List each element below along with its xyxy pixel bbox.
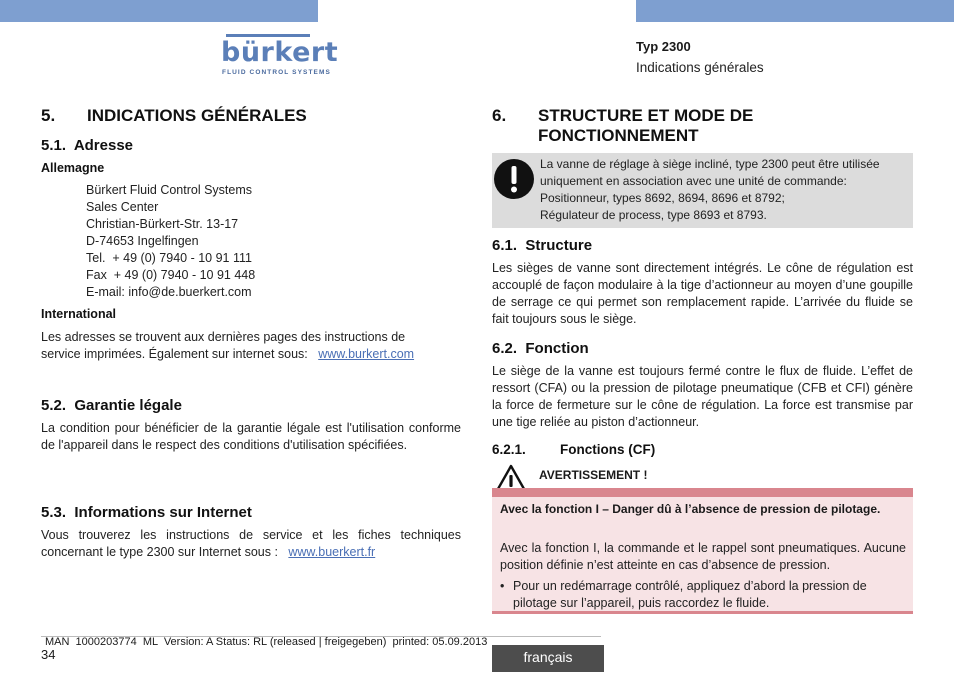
address-line: Sales Center	[86, 200, 159, 214]
address-line: Bürkert Fluid Control Systems	[86, 183, 253, 197]
warning-title: AVERTISSEMENT !	[539, 468, 648, 482]
warning-text: Avec la fonction I, la commande et le rappel sont pneumatiques. Aucune position définie n’est atteinte en cas d’absence de pression.	[500, 541, 906, 572]
exclamation-circle-icon	[493, 158, 535, 205]
doc-type: Typ 2300	[636, 39, 691, 54]
section-number: 5.2.	[41, 397, 67, 414]
notice-line: uniquement en association avec une unité de commande:	[540, 174, 847, 188]
section-number: 6.2.1.	[492, 442, 526, 457]
paragraph-line	[41, 346, 461, 363]
fonction-text: Le siège de la vanne est toujours fermé contre le flux de fluide. L’effet de ressort (CFA) ou la pression de pilotage pneumatique (CFB et CFI) génère la force de fermeture sur le cône de régulation. La force est transmise par une tige reliée au piston d’actionneur.	[492, 364, 913, 429]
paragraph-line: Les adresses se trouvent aux dernières pages des instructions de	[41, 330, 406, 344]
section-5-2-heading	[41, 397, 182, 414]
section-5-1-heading	[41, 137, 133, 154]
paragraph-text: service imprimées. Également sur internet sous:	[41, 347, 308, 361]
section-number: 6.1.	[492, 237, 518, 254]
section-title: STRUCTURE ET MODE DE	[538, 106, 754, 125]
section-number: 6.2.	[492, 340, 518, 357]
section-title: Fonctions (CF)	[560, 442, 656, 457]
paragraph-line: Vous trouverez les instructions de service et les fiches techniques	[41, 528, 461, 542]
section-number: 5.1.	[41, 137, 67, 154]
section-number: 5.	[41, 106, 56, 125]
address-line: D-74653 Ingelfingen	[86, 234, 199, 248]
section-title: Adresse	[73, 137, 134, 154]
warning-header-bar	[492, 488, 913, 497]
bullet-text: Pour un redémarrage contrôlé, appliquez d’abord la pression de pilotage sur l’appareil, puis raccordez le fluide.	[513, 579, 867, 610]
logo-text: bürkert	[221, 37, 339, 68]
page-number: 34	[41, 647, 56, 662]
notice-line: La vanne de réglage à siège incliné, type 2300 peut être utilisée	[540, 157, 880, 171]
section-6-heading	[492, 106, 913, 145]
section-title: INDICATIONS GÉNÉRALES	[87, 106, 307, 125]
section-title: Fonction	[525, 340, 589, 357]
section-title: Structure	[525, 237, 593, 254]
language-tab: français	[492, 645, 604, 672]
address-line: Tel. + 49 (0) 7940 - 10 91 111	[86, 251, 252, 265]
internet-text	[41, 527, 461, 561]
section-6-1-heading	[492, 237, 592, 254]
address-line: Christian-Bürkert-Str. 13-17	[86, 217, 239, 231]
buerkert-fr-link[interactable]: www.buerkert.fr	[288, 545, 376, 559]
notice-line: Régulateur de process, type 8693 et 8793.	[540, 208, 767, 222]
notice-text	[540, 156, 910, 224]
country-label: Allemagne	[41, 161, 105, 175]
warning-bold-text: Avec la fonction I – Danger dû à l’absence de pression de pilotage.	[500, 502, 881, 516]
paragraph-line	[41, 544, 461, 561]
doc-section: Indications générales	[636, 60, 764, 75]
international-text	[41, 329, 461, 363]
notice-line: Positionneur, types 8692, 8694, 8696 et 8792;	[540, 191, 785, 205]
address-line: Fax + 49 (0) 7940 - 10 91 448	[86, 268, 256, 282]
garantie-text: La condition pour bénéficier de la garantie légale est l'utilisation conforme de l'appareil dans le respect des conditions d'utilisation spécifiées.	[41, 421, 461, 452]
section-5-heading	[41, 106, 307, 126]
section-6-2-1-heading	[492, 442, 913, 457]
header-bar-right	[636, 0, 954, 22]
warning-bullet	[500, 578, 906, 612]
logo-subtitle: FLUID CONTROL SYSTEMS	[222, 69, 331, 76]
international-label: International	[41, 307, 117, 321]
section-5-3-heading	[41, 504, 252, 521]
burkert-website-link[interactable]: www.burkert.com	[318, 347, 415, 361]
address-block	[86, 182, 255, 301]
bullet-icon: •	[500, 579, 505, 593]
section-title: Informations sur Internet	[74, 504, 252, 521]
structure-text: Les sièges de vanne sont directement intégrés. Le cône de régulation est accouplé de façon modulaire à la tige d’actionneur au moyen d’une goupille de serrage ce qui permet son remplacement rapide. L’arrivée du fluide se fait toujours sous le siège.	[492, 261, 913, 326]
section-number: 5.3.	[41, 504, 67, 521]
paragraph-text: concernant le type 2300 sur Internet sous :	[41, 545, 278, 559]
burkert-logo	[221, 34, 339, 76]
section-6-2-heading	[492, 340, 589, 357]
section-title: FONCTIONNEMENT	[538, 126, 699, 145]
document-status-line: MAN 1000203774 ML Version: A Status: RL (released | freigegeben) printed: 05.09.2013	[45, 636, 488, 648]
header-bar-left	[0, 0, 318, 22]
address-line: E-mail: info@de.buerkert.com	[86, 285, 252, 299]
section-title: Garantie légale	[74, 397, 182, 414]
section-number: 6.	[492, 106, 507, 125]
